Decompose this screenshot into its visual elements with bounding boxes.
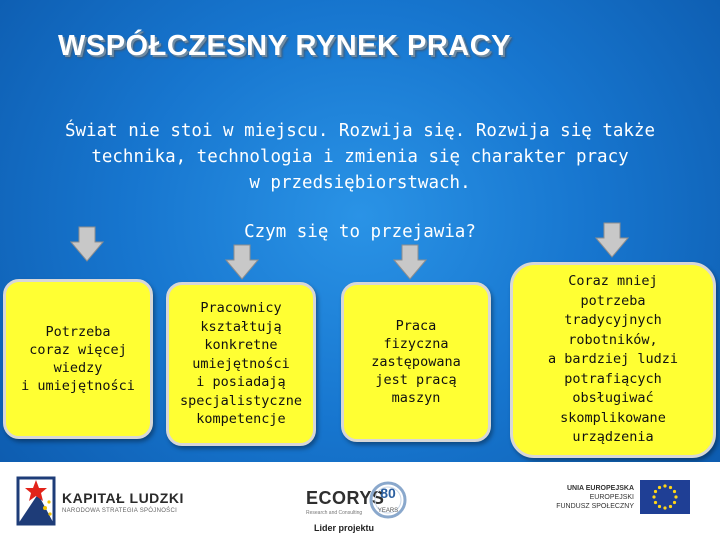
box-line: Potrzeba [45, 324, 111, 340]
down-arrow-icon [70, 226, 104, 262]
eu-flag-icon [640, 480, 690, 514]
project-leader-label: Lider projektu [314, 523, 375, 533]
question-text: Czym się to przejawia? [244, 222, 476, 242]
box-line: zastępowana [371, 354, 461, 370]
box-line: maszyn [391, 390, 441, 406]
intro-line-2: technika, technologia i zmienia się charakter pracy [91, 147, 629, 167]
ecorys-years-number: 80 [380, 485, 396, 501]
ecorys-years-label: YEARS [377, 508, 399, 514]
box-line: Praca [395, 318, 437, 334]
box-line: Pracownicy [200, 300, 282, 317]
box-line: umiejętności [192, 355, 290, 372]
info-box-knowledge [3, 279, 153, 439]
intro-line-1: Świat nie stoi w miejscu. Rozwija się. Rozwija się także [64, 121, 655, 141]
box-line: kształtują [200, 318, 282, 335]
kapital-ludzki-subtitle: NARODOWA STRATEGIA SPÓJNOŚCI [62, 508, 178, 514]
box-line: obsługiwać [572, 390, 654, 407]
down-arrow-icon [225, 244, 259, 280]
slide-title: WSPÓŁCZESNY RYNEK PRACY [58, 30, 511, 62]
kapital-ludzki-logo-icon [14, 472, 60, 530]
box-line: robotników, [568, 331, 658, 348]
kapital-ludzki-name: KAPITAŁ LUDZKI [62, 490, 184, 506]
intro-text [30, 118, 690, 196]
box-line: i posiadają [196, 374, 286, 391]
box-line: skomplikowane [560, 409, 666, 426]
eu-line: FUNDUSZ SPOŁECZNY [556, 503, 634, 510]
ecorys-subtitle: Research and Consulting [306, 510, 363, 516]
box-line: specjalistyczne [180, 392, 302, 409]
info-box-devices [510, 262, 716, 458]
box-line: i umiejętności [21, 378, 135, 394]
down-arrow-icon [393, 244, 427, 280]
down-arrow-icon [595, 222, 629, 258]
box-line: tradycyjnych [564, 312, 662, 329]
ecorys-name: ECORYS [306, 488, 385, 508]
box-line: kompetencje [196, 411, 286, 428]
eu-line: UNIA EUROPEJSKA [566, 485, 634, 492]
box-line: fizyczna [383, 336, 449, 352]
info-box-machines [341, 282, 491, 442]
box-line: Coraz mniej [568, 273, 658, 290]
info-box-competences [166, 282, 316, 446]
eu-line: EUROPEJSKI [589, 494, 634, 501]
box-line: konkretne [204, 337, 278, 354]
eu-fund-text [520, 484, 634, 511]
kapital-ludzki-text [62, 490, 184, 514]
box-line: potrafiących [564, 370, 662, 387]
box-line: urządzenia [572, 429, 654, 446]
box-line: coraz więcej [29, 342, 127, 358]
box-line: potrzeba [580, 292, 646, 309]
box-line: wiedzy [53, 360, 103, 376]
intro-line-3: w przedsiębiorstwach. [249, 173, 471, 193]
box-line: jest pracą [375, 372, 457, 388]
box-line: a bardziej ludzi [547, 351, 679, 368]
